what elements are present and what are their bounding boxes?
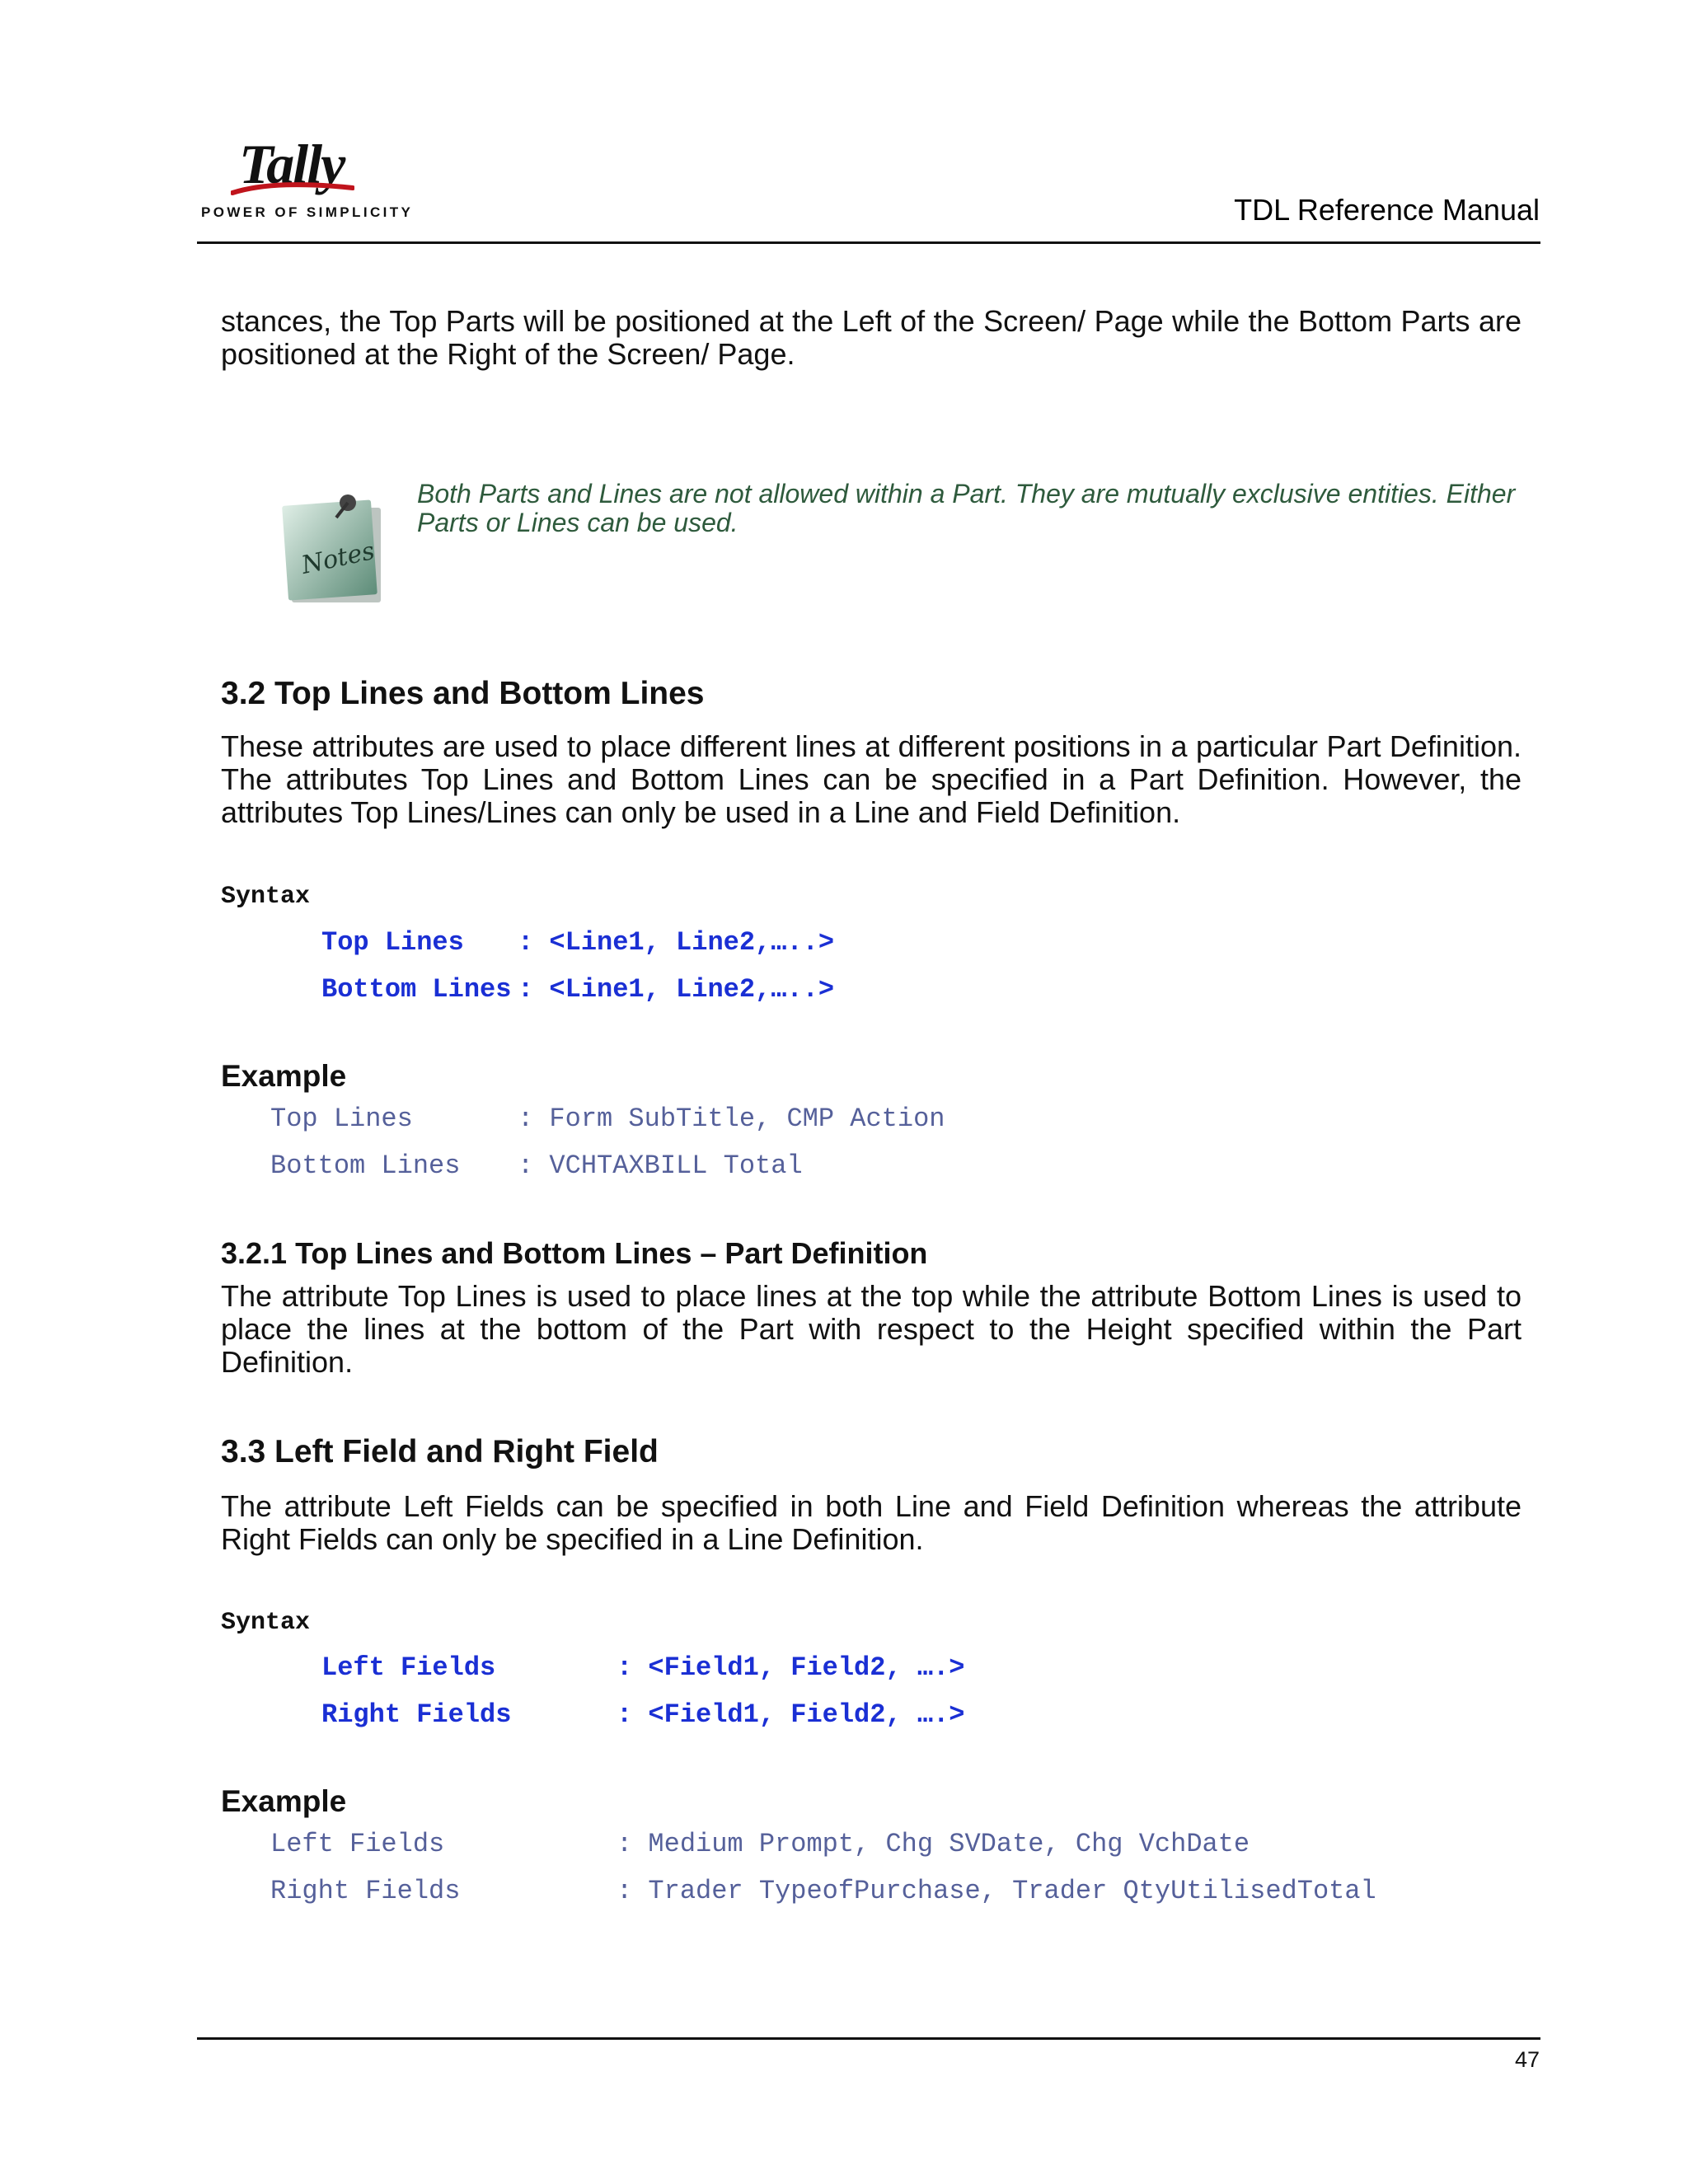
example-attribute-value: : Form SubTitle, CMP Action <box>518 1104 945 1134</box>
example-attribute-value: : Trader TypeofPurchase, Trader QtyUtilisedTotal <box>617 1876 1376 1906</box>
syntax-label: Syntax <box>221 883 311 911</box>
example-attribute-name: Right Fields <box>270 1876 461 1906</box>
header-rule <box>197 241 1540 244</box>
section-3-2-body: These attributes are used to place different lines at different positions in a particular Part Definition. The attributes Top Lines and Bottom Lines can be specified in a Part Definition. However, the attributes Top Lines/Lines can only be used in a Line and Field Definition. <box>221 729 1522 829</box>
logo-swoosh-icon <box>231 180 354 199</box>
footer-rule <box>197 2037 1540 2040</box>
example-attribute-name: Top Lines <box>270 1104 413 1134</box>
page-number: 47 <box>1514 2047 1540 2072</box>
intro-paragraph: stances, the Top Parts will be positioned at the Left of the Screen/ Page while the Bottom Parts are positioned at the Right of the Screen/ Page. <box>221 304 1522 371</box>
syntax-attribute-value: : <Field1, Field2, ….> <box>617 1699 965 1730</box>
syntax-attribute-name: Top Lines <box>321 927 464 958</box>
document-title: TDL Reference Manual <box>1234 193 1540 227</box>
section-heading-3-3: 3.3 Left Field and Right Field <box>221 1434 659 1469</box>
note-text: Both Parts and Lines are not allowed within a Part. They are mutually exclusive entities. Either Parts or Lines can be used. <box>417 479 1516 537</box>
example-attribute-value: : Medium Prompt, Chg SVDate, Chg VchDate <box>617 1829 1250 1859</box>
logo-wordmark: Tally <box>239 133 345 195</box>
svg-text:Notes: Notes <box>298 537 377 580</box>
syntax-attribute-value: : <Line1, Line2,…..> <box>518 927 835 958</box>
logo-tagline: POWER OF SIMPLICITY <box>201 204 414 220</box>
syntax-attribute-name: Right Fields <box>321 1699 512 1730</box>
example-attribute-value: : VCHTAXBILL Total <box>518 1151 803 1181</box>
syntax-attribute-value: : <Field1, Field2, ….> <box>617 1652 965 1683</box>
section-3-2-1-body: The attribute Top Lines is used to place lines at the top while the attribute Bottom Lines is used to place the lines at the bottom of the Part with respect to the Height specified within the Part Definition. <box>221 1279 1522 1379</box>
section-3-3-body: The attribute Left Fields can be specified in both Line and Field Definition whereas the attribute Right Fields can only be specified in a Line Definition. <box>221 1489 1522 1556</box>
section-heading-3-2: 3.2 Top Lines and Bottom Lines <box>221 676 705 711</box>
tally-logo <box>201 132 414 223</box>
syntax-attribute-name: Left Fields <box>321 1652 496 1683</box>
syntax-attribute-name: Bottom Lines <box>321 974 512 1005</box>
syntax-label: Syntax <box>221 1609 311 1637</box>
syntax-attribute-value: : <Line1, Line2,…..> <box>518 974 835 1005</box>
notes-icon <box>277 486 384 606</box>
example-label: Example <box>221 1059 347 1093</box>
example-attribute-name: Bottom Lines <box>270 1151 461 1181</box>
example-attribute-name: Left Fields <box>270 1829 445 1859</box>
section-heading-3-2-1: 3.2.1 Top Lines and Bottom Lines – Part Definition <box>221 1236 928 1270</box>
example-label: Example <box>221 1784 347 1818</box>
